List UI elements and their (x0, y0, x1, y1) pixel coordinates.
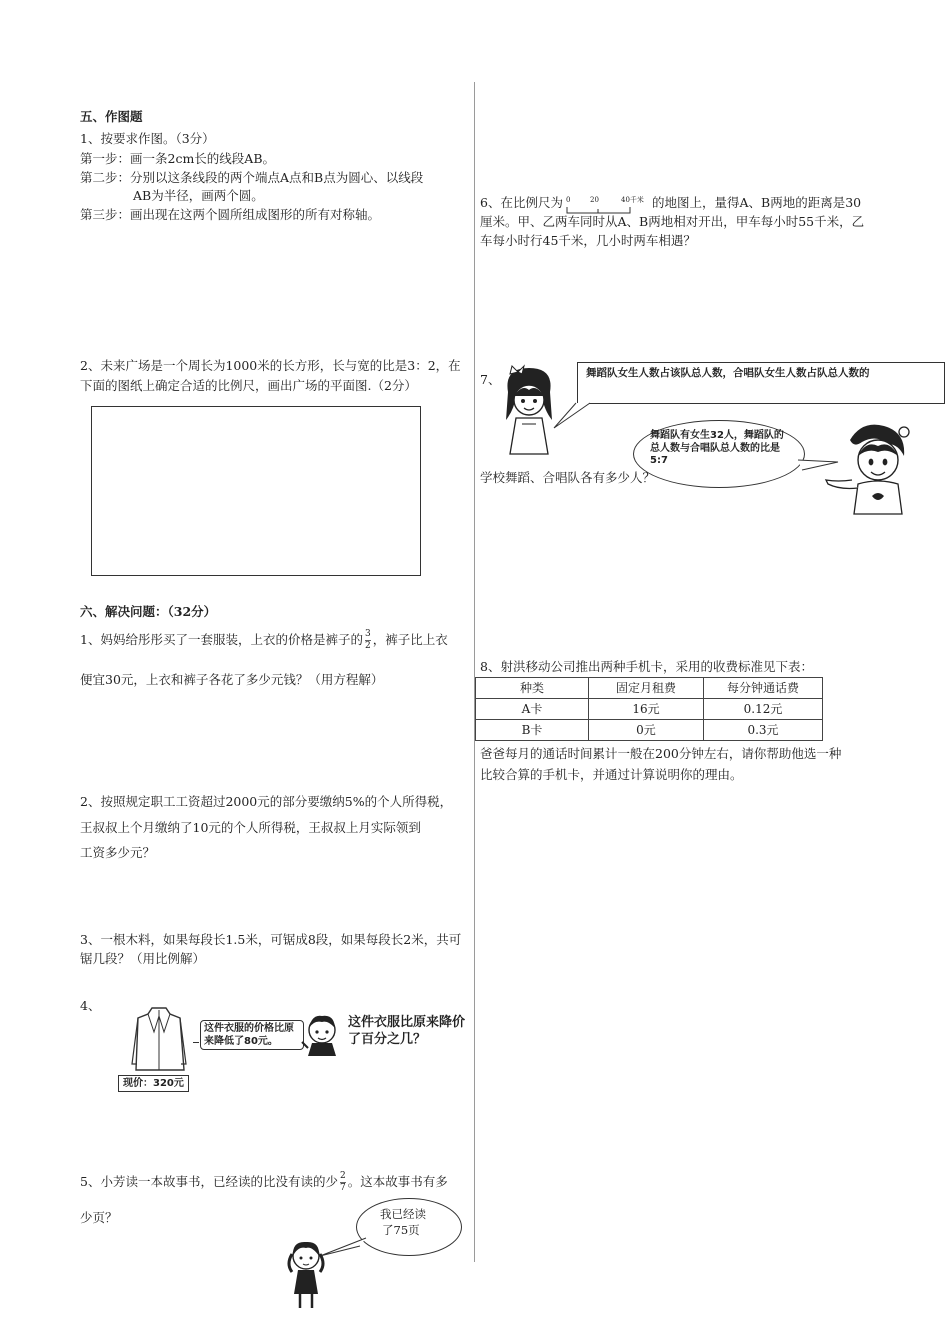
fraction-numerator: 3 (364, 629, 371, 639)
table-row (476, 720, 823, 741)
sec6-q5-line2: 少页？ (80, 1210, 118, 1225)
coat-illustration (124, 1004, 194, 1076)
q5-bubble-line1: 我已经读 (380, 1207, 426, 1221)
sec6-q5-text-a: 5、小芳读一本故事书，已经读的比没有读的少 (80, 1174, 338, 1189)
scale-label-0: 0 (566, 196, 571, 204)
table-header-cell: 每分钟通话费 (704, 678, 823, 699)
fraction-numerator: 2 (339, 1171, 346, 1181)
reading-girl-illustration (278, 1238, 334, 1310)
section-5-heading: 五、作图题 (80, 109, 143, 124)
table-row (476, 699, 823, 720)
table-cell: A卡 (476, 699, 589, 720)
table-cell: 16元 (589, 699, 704, 720)
q8-line1: 爸爸每月的通话时间累计一般在200分钟左右，请你帮助他选一种 (480, 746, 842, 761)
coat-pointer-line (193, 1042, 199, 1043)
sec5-q1-step1: 第一步：画一条2cm长的线段AB。 (80, 151, 276, 166)
q4-question-line1: 这件衣服比原来降价 (348, 1015, 466, 1030)
column-divider (474, 82, 475, 1262)
sec6-q5-line1 (80, 1172, 448, 1193)
sec6-q1-text-a: 1、妈妈给彤彤买了一套服装，上衣的价格是裤子的 (80, 632, 363, 647)
sec6-q5-text-b: 。这本故事书有多 (347, 1174, 448, 1189)
boy-illustration (298, 1010, 346, 1058)
scale-label-40: 40千米 (621, 196, 644, 204)
q7-bubble1-tail (552, 402, 592, 430)
section-6-heading: 六、解决问题：（32分） (80, 604, 217, 619)
q5-bubble-line2: 了75页 (382, 1223, 420, 1237)
fraction-denominator: 2 (364, 641, 371, 651)
sec6-q1-line2: 便宜30元，上衣和裤子各花了多少元钱？（用方程解） (80, 672, 384, 687)
drawing-area-box (91, 406, 421, 576)
q7-speech-bubble-1: 舞蹈队女生人数占该队总人数，合唱队女生人数占队总人数的 (577, 362, 945, 404)
sec5-q1-step3: 第三步：画出现在这两个圆所组成图形的所有对称轴。 (80, 207, 381, 222)
q8-intro: 8、射洪移动公司推出两种手机卡，采用的收费标准见下表： (480, 659, 813, 674)
table-header-cell: 种类 (476, 678, 589, 699)
q7-question: 学校舞蹈、合唱队各有多少人？ (480, 470, 656, 485)
sec5-q1-step2-line2: AB为半径，画两个圆。 (133, 188, 264, 203)
fraction-denominator: 7 (339, 1183, 346, 1193)
q6-text-a: 6、在比例尺为 (480, 195, 563, 210)
q6-text-b: 的地图上，量得A、B两地的距离是30 (652, 195, 862, 210)
sec6-q4-number: 4、 (80, 998, 101, 1013)
sec6-q3-line1: 3、一根木料，如果每段长1.5米，可锯成8段，如果每段长2米，共可 (80, 932, 462, 947)
sec6-q5-fraction (340, 1172, 346, 1193)
q7-bubble2-text: 舞蹈队有女生32人，舞蹈队的总人数与合唱队总人数的比是5:7 (650, 430, 784, 466)
table-cell: 0.12元 (704, 699, 823, 720)
sec6-q2-line2: 王叔叔上个月缴纳了10元的个人所得税，王叔叔上月实际领到 (80, 820, 421, 835)
sec6-q1-text-b: ，裤子比上衣 (372, 632, 448, 647)
dancer-girl-illustration (498, 362, 560, 458)
sec5-q1-title: 1、按要求作图。（3分） (80, 131, 215, 146)
q8-line2: 比较合算的手机卡，并通过计算说明你的理由。 (480, 767, 743, 782)
scale-label-20: 20 (590, 196, 599, 204)
price-tag: 现价：320元 (118, 1075, 189, 1092)
sec6-q2-line3: 工资多少元？ (80, 845, 156, 860)
sec6-q3-line2: 锯几段？（用比例解） (80, 951, 206, 966)
table-header-cell: 固定月租费 (589, 678, 704, 699)
sec6-q1-fraction (365, 630, 371, 651)
q4-speech-bubble: 这件衣服的价格比原来降低了80元。 (200, 1020, 304, 1050)
q4-question-line2: 了百分之几？ (348, 1032, 427, 1047)
sec5-q1-step2-line1: 第二步：分别以这条线段的两个端点A点和B点为圆心、以线段 (80, 170, 424, 185)
choir-girl-illustration (822, 418, 918, 516)
fee-table (475, 677, 823, 741)
sec6-q2-line1: 2、按照规定职工工资超过2000元的部分要缴纳5%的个人所得税， (80, 794, 453, 809)
table-cell: 0元 (589, 720, 704, 741)
q6-line2: 厘米。甲、乙两车同时从A、B两地相对开出，甲车每小时55千米，乙 (480, 214, 865, 229)
table-cell: 0.3元 (704, 720, 823, 741)
table-header-row (476, 678, 823, 699)
sec6-q1-line1 (80, 630, 448, 651)
q6-line3: 车每小时行45千米，几小时两车相遇？ (480, 233, 696, 248)
sec5-q2-line1: 2、未来广场是一个周长为1000米的长方形，长与宽的比是3：2，在 (80, 358, 461, 373)
table-cell: B卡 (476, 720, 589, 741)
q7-number: 7、 (480, 372, 501, 387)
sec5-q2-line2: 下面的图纸上确定合适的比例尺，画出广场的平面图.（2分） (80, 378, 417, 393)
q6-line1 (480, 193, 563, 212)
